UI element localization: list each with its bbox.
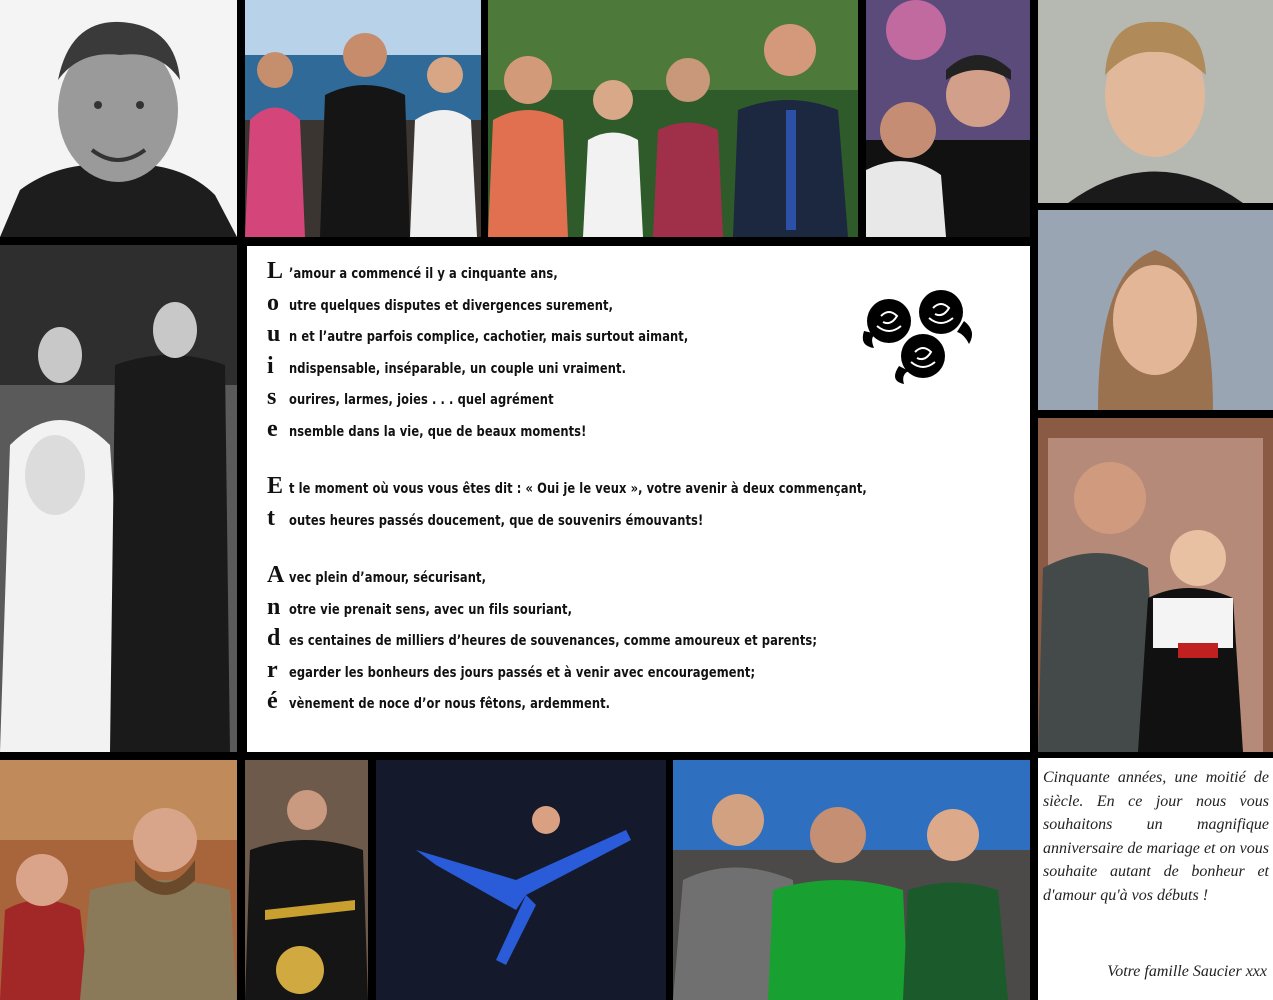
- photo-three-men-sea: [673, 760, 1030, 1000]
- acrostic-poem: [267, 258, 946, 720]
- poem-initial: é: [267, 688, 278, 714]
- poem-text: nsemble dans la vie, que de beaux moments!: [289, 423, 587, 440]
- poem-line: [267, 384, 946, 416]
- poem-line: [267, 353, 946, 385]
- poem-panel: [247, 246, 1030, 752]
- poem-initial: t: [267, 504, 276, 531]
- poem-initial: E: [267, 473, 284, 499]
- photo-couple-woodwork: [0, 760, 237, 1000]
- poem-initial: o: [267, 289, 280, 316]
- poem-line: [267, 473, 946, 505]
- poem-line: [267, 258, 946, 290]
- poem-line: [267, 562, 946, 594]
- photo-girl-portrait: [1038, 210, 1273, 410]
- poem-initial: d: [267, 625, 281, 651]
- signature: Votre famille Saucier xxx: [1107, 963, 1267, 980]
- poem-line: [267, 416, 946, 448]
- poem-initial: r: [267, 656, 278, 683]
- photo-grandfather-baby: [1038, 418, 1273, 752]
- poem-text: ’amour a commencé il y a cinquante ans,: [289, 266, 558, 282]
- poem-line: [267, 321, 946, 353]
- wish-panel: [1038, 758, 1273, 1000]
- poem-initial: s: [267, 384, 277, 410]
- poem-initial: n: [267, 593, 281, 620]
- poem-line: [267, 505, 946, 537]
- poem-text: n et l’autre parfois complice, cachotier, mais surtout aimant,: [289, 329, 689, 345]
- poem-text: t le moment où vous vous êtes dit : « Oui je le veux », votre avenir à deux commençant,: [289, 481, 867, 497]
- photo-man-portrait-bw: [0, 0, 237, 237]
- poem-initial: L: [267, 258, 284, 284]
- photo-family-of-four: [488, 0, 858, 237]
- poem-text: outes heures passés doucement, que de souvenirs émouvants!: [289, 512, 704, 529]
- poem-text: utre quelques disputes et divergences surement,: [289, 297, 614, 314]
- photo-trombone-player: [245, 760, 368, 1000]
- poem-text: vènement de noce d’or nous fêtons, ardemment.: [289, 696, 611, 712]
- photo-boy-portrait: [1038, 0, 1273, 203]
- poem-line: [267, 290, 946, 322]
- poem-initial: e: [267, 415, 278, 442]
- photo-couple-painting: [866, 0, 1030, 237]
- poem-text: otre vie prenait sens, avec un fils souriant,: [289, 601, 573, 618]
- poem-text: es centaines de milliers d’heures de souvenances, comme amoureux et parents;: [289, 633, 817, 649]
- poem-text: ndispensable, inséparable, un couple uni vraiment.: [289, 360, 627, 377]
- photo-gymnast-leap: [376, 760, 666, 1000]
- poem-line: [267, 625, 946, 657]
- poem-line: [267, 657, 946, 689]
- poem-text: ourires, larmes, joies . . . quel agrément: [289, 392, 554, 408]
- poem-line: [267, 688, 946, 720]
- photo-three-women-sea: [245, 0, 481, 237]
- poem-line: [267, 594, 946, 626]
- poem-text: vec plein d’amour, sécurisant,: [289, 570, 487, 586]
- poem-initial: i: [267, 352, 274, 379]
- roses-icon: [859, 286, 977, 386]
- poem-initial: u: [267, 321, 281, 347]
- photo-wedding-couple-bw: [0, 245, 237, 752]
- poem-text: egarder les bonheurs des jours passés et à venir avec encouragement;: [289, 664, 756, 681]
- poem-initial: A: [267, 562, 285, 588]
- wish-text: Cinquante années, une moitié de siècle. En ce jour nous vous souhaitons un magnifique anniversaire de mariage et on vous souhaite autant de bonheur et d'amour qu'à vos débuts !: [1043, 769, 1269, 904]
